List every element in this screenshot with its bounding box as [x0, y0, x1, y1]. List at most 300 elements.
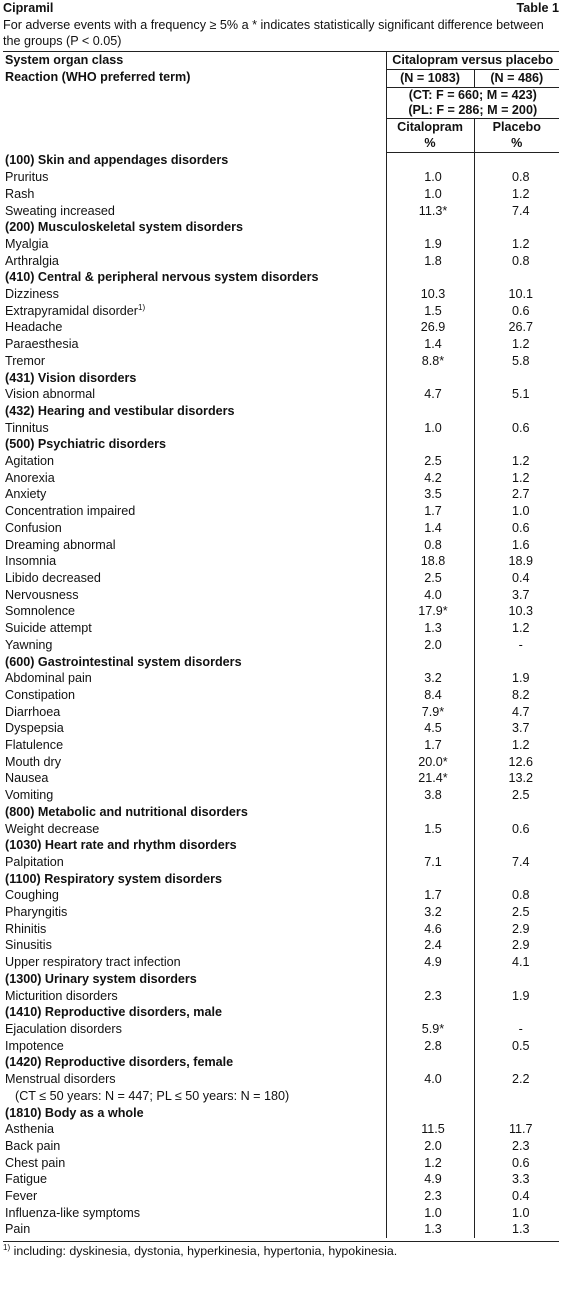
placebo-value: 5.8 — [474, 353, 559, 370]
placebo-value — [474, 370, 559, 387]
row-label-text: Myalgia — [5, 236, 49, 251]
placebo-value: 1.2 — [474, 737, 559, 754]
citalopram-value: 4.9 — [386, 1171, 474, 1188]
placebo-value — [474, 971, 559, 988]
table-row — [3, 253, 559, 270]
placebo-value: 1.0 — [474, 503, 559, 520]
citalopram-value: 1.8 — [386, 253, 474, 270]
section-row — [3, 370, 559, 387]
row-label-text: Headache — [5, 320, 63, 335]
reaction-label — [3, 1221, 386, 1238]
row-label-text: Dreaming abnormal — [5, 537, 116, 552]
placebo-value: 0.6 — [474, 821, 559, 838]
header-placebo-label: Placebo — [492, 119, 541, 134]
row-label-text: Rash — [5, 186, 35, 201]
citalopram-value: 2.3 — [386, 988, 474, 1005]
row-label-text: (1410) Reproductive disorders, male — [5, 1005, 222, 1020]
row-label-text: Pain — [5, 1222, 31, 1237]
table-row — [3, 603, 559, 620]
reaction-label — [3, 1021, 386, 1038]
placebo-value: 0.4 — [474, 1188, 559, 1205]
reaction-label — [3, 1171, 386, 1188]
placebo-value: - — [474, 637, 559, 654]
row-label-text: (600) Gastrointestinal system disorders — [5, 654, 242, 669]
table-row — [3, 754, 559, 771]
table-row — [3, 286, 559, 303]
reaction-label — [3, 670, 386, 687]
row-label-text: Back pain — [5, 1138, 61, 1153]
reaction-label — [3, 453, 386, 470]
placebo-value: 1.2 — [474, 236, 559, 253]
row-label-text: Weight decrease — [5, 821, 100, 836]
reaction-label — [3, 553, 386, 570]
table-row — [3, 1121, 559, 1138]
citalopram-value: 4.2 — [386, 470, 474, 487]
citalopram-value: 7.9* — [386, 704, 474, 721]
citalopram-value: 1.9 — [386, 236, 474, 253]
table-row — [3, 570, 559, 587]
table-row — [3, 453, 559, 470]
section-label — [3, 152, 386, 169]
citalopram-value: 2.0 — [386, 1138, 474, 1155]
row-label-text: Micturition disorders — [5, 988, 118, 1003]
row-label-text: Libido decreased — [5, 571, 101, 585]
citalopram-value — [386, 871, 474, 888]
table-row — [3, 787, 559, 804]
reaction-label — [3, 319, 386, 336]
table-row — [3, 620, 559, 637]
header-group: Citalopram versus placebo — [386, 52, 559, 70]
placebo-value: 1.2 — [474, 620, 559, 637]
row-label-text: Pharyngitis — [5, 905, 68, 920]
placebo-value: 4.1 — [474, 954, 559, 971]
section-label — [3, 1004, 386, 1021]
row-label-text: Somnolence — [5, 604, 76, 619]
citalopram-value: 0.8 — [386, 537, 474, 554]
reaction-label — [3, 186, 386, 203]
citalopram-value: 20.0* — [386, 754, 474, 771]
row-label-text: Palpitation — [5, 854, 64, 869]
adverse-events-table — [3, 51, 559, 1238]
section-label — [3, 269, 386, 286]
reaction-label — [3, 203, 386, 220]
citalopram-value — [386, 152, 474, 169]
citalopram-value: 3.2 — [386, 904, 474, 921]
table-header — [3, 52, 559, 153]
reaction-label — [3, 169, 386, 186]
placebo-value: 1.9 — [474, 670, 559, 687]
row-label-text: Sinusitis — [5, 938, 52, 953]
table-row — [3, 537, 559, 554]
row-label-text: Influenza-like symptoms — [5, 1205, 141, 1220]
table-row — [3, 553, 559, 570]
placebo-value: 1.2 — [474, 336, 559, 353]
table-row — [3, 353, 559, 370]
row-label-text: (1420) Reproductive disorders, female — [5, 1055, 234, 1070]
section-row — [3, 837, 559, 854]
citalopram-value: 21.4* — [386, 770, 474, 787]
section-label — [3, 837, 386, 854]
reaction-label — [3, 854, 386, 871]
citalopram-value: 2.5 — [386, 453, 474, 470]
placebo-value: 1.2 — [474, 453, 559, 470]
placebo-value: 0.8 — [474, 887, 559, 904]
row-label-text: (1810) Body as a whole — [5, 1105, 144, 1120]
row-label-text: Flatulence — [5, 738, 64, 753]
table-row — [3, 169, 559, 186]
section-row — [3, 971, 559, 988]
citalopram-value: 2.8 — [386, 1038, 474, 1055]
citalopram-value: 11.5 — [386, 1121, 474, 1138]
placebo-value: 3.3 — [474, 1171, 559, 1188]
table-row — [3, 203, 559, 220]
row-label-text: Extrapyramidal disorder — [5, 303, 138, 318]
row-label-text: (431) Vision disorders — [5, 370, 137, 385]
row-label-text: Menstrual disorders — [5, 1072, 116, 1087]
row-label-text: Confusion — [5, 520, 62, 535]
citalopram-value — [386, 436, 474, 453]
placebo-value: 26.7 — [474, 319, 559, 336]
row-label-text: (410) Central & peripheral nervous system disorders — [5, 270, 319, 285]
citalopram-value: 2.4 — [386, 937, 474, 954]
row-label-text: Insomnia — [5, 554, 57, 569]
table-row — [3, 319, 559, 336]
placebo-value: 0.6 — [474, 520, 559, 537]
document-page — [3, 0, 559, 1260]
row-label-text: Agitation — [5, 454, 55, 469]
document-title: Cipramil — [3, 1, 54, 15]
placebo-value — [474, 436, 559, 453]
row-label-text: Impotence — [5, 1038, 64, 1053]
reaction-label — [3, 303, 386, 320]
placebo-value — [474, 1004, 559, 1021]
reaction-label — [3, 587, 386, 604]
reaction-label — [3, 1071, 386, 1088]
citalopram-value — [386, 370, 474, 387]
row-label-text: Yawning — [5, 637, 53, 652]
header-placebo — [474, 118, 559, 152]
citalopram-value — [386, 1088, 474, 1105]
reaction-label — [3, 336, 386, 353]
table-row — [3, 1221, 559, 1238]
table-row — [3, 1155, 559, 1172]
row-label-text: (CT ≤ 50 years: N = 447; PL ≤ 50 years: N = 180) — [15, 1088, 290, 1103]
header-citalopram-unit: % — [424, 136, 436, 151]
footnote-reference: 1) — [138, 302, 146, 312]
table-row — [3, 770, 559, 787]
placebo-value: 18.9 — [474, 553, 559, 570]
section-label — [3, 436, 386, 453]
row-label-text: Paraesthesia — [5, 337, 79, 352]
section-label — [3, 370, 386, 387]
placebo-value — [474, 1105, 559, 1122]
placebo-value: 4.7 — [474, 704, 559, 721]
reaction-label — [3, 988, 386, 1005]
citalopram-value: 1.0 — [386, 169, 474, 186]
section-label — [3, 1054, 386, 1071]
row-label-text: Upper respiratory tract infection — [5, 955, 181, 970]
section-label — [3, 403, 386, 420]
row-label-text: Tinnitus — [5, 420, 49, 435]
section-row — [3, 654, 559, 671]
table-row — [3, 336, 559, 353]
citalopram-value — [386, 837, 474, 854]
row-label-text: Dyspepsia — [5, 721, 64, 736]
table-row — [3, 937, 559, 954]
placebo-value: 3.7 — [474, 587, 559, 604]
reaction-label — [3, 637, 386, 654]
placebo-value: 0.6 — [474, 1155, 559, 1172]
reaction-label — [3, 1138, 386, 1155]
citalopram-value: 8.8* — [386, 353, 474, 370]
placebo-value: 1.2 — [474, 186, 559, 203]
placebo-value: 10.1 — [474, 286, 559, 303]
placebo-value: 1.0 — [474, 1205, 559, 1222]
placebo-value: 1.2 — [474, 470, 559, 487]
table-row — [3, 186, 559, 203]
citalopram-value: 26.9 — [386, 319, 474, 336]
placebo-value: 2.2 — [474, 1071, 559, 1088]
placebo-value — [474, 1054, 559, 1071]
reaction-label — [3, 537, 386, 554]
reaction-label — [3, 286, 386, 303]
table-row — [3, 236, 559, 253]
table-row — [3, 704, 559, 721]
citalopram-value: 4.6 — [386, 921, 474, 938]
table-row — [3, 637, 559, 654]
placebo-value: 1.3 — [474, 1221, 559, 1238]
table-row — [3, 1205, 559, 1222]
placebo-value: 1.6 — [474, 537, 559, 554]
placebo-value: 0.4 — [474, 570, 559, 587]
citalopram-value: 1.3 — [386, 1221, 474, 1238]
reaction-label — [3, 620, 386, 637]
section-row — [3, 152, 559, 169]
placebo-value — [474, 403, 559, 420]
placebo-value: 7.4 — [474, 203, 559, 220]
reaction-label — [3, 420, 386, 437]
table-row — [3, 988, 559, 1005]
reaction-label — [3, 787, 386, 804]
placebo-value: 0.8 — [474, 253, 559, 270]
table-row — [3, 921, 559, 938]
citalopram-value — [386, 1105, 474, 1122]
table-row — [3, 1188, 559, 1205]
placebo-value: 0.5 — [474, 1038, 559, 1055]
reaction-label — [3, 737, 386, 754]
citalopram-value: 1.3 — [386, 620, 474, 637]
citalopram-value: 1.2 — [386, 1155, 474, 1172]
citalopram-value: 4.5 — [386, 720, 474, 737]
table-row — [3, 720, 559, 737]
row-label-text: Vision abnormal — [5, 387, 96, 402]
row-label-text: Rhinitis — [5, 921, 47, 936]
table-row — [3, 887, 559, 904]
citalopram-value — [386, 804, 474, 821]
citalopram-value — [386, 403, 474, 420]
header-n-citalopram: (N = 1083) — [386, 69, 474, 87]
reaction-label — [3, 887, 386, 904]
citalopram-value: 1.7 — [386, 503, 474, 520]
table-row — [3, 737, 559, 754]
row-label-text: Fever — [5, 1189, 38, 1204]
placebo-value: 2.7 — [474, 486, 559, 503]
row-label-text: Mouth dry — [5, 754, 61, 769]
reaction-label — [3, 520, 386, 537]
citalopram-value: 1.4 — [386, 336, 474, 353]
placebo-value: 0.6 — [474, 420, 559, 437]
row-label-text: Dizziness — [5, 287, 59, 302]
row-label-text: Asthenia — [5, 1122, 55, 1137]
row-label-text: Arthralgia — [5, 253, 59, 268]
table-row — [3, 503, 559, 520]
row-label-text: Nausea — [5, 771, 49, 786]
reaction-label — [3, 1205, 386, 1222]
placebo-value: 1.9 — [474, 988, 559, 1005]
citalopram-value: 11.3* — [386, 203, 474, 220]
row-label-text: Fatigue — [5, 1172, 48, 1187]
row-label-text: Constipation — [5, 687, 76, 702]
placebo-value: 2.9 — [474, 937, 559, 954]
citalopram-value: 1.5 — [386, 303, 474, 320]
placebo-value — [474, 654, 559, 671]
citalopram-value: 4.0 — [386, 1071, 474, 1088]
table-row — [3, 954, 559, 971]
reaction-label — [3, 503, 386, 520]
placebo-value: 0.6 — [474, 303, 559, 320]
note-row — [3, 1088, 559, 1105]
citalopram-value: 4.0 — [386, 587, 474, 604]
section-row — [3, 436, 559, 453]
citalopram-value: 4.9 — [386, 954, 474, 971]
citalopram-value — [386, 654, 474, 671]
row-label-text: Anxiety — [5, 487, 47, 502]
citalopram-value: 1.7 — [386, 737, 474, 754]
section-label — [3, 871, 386, 888]
placebo-value: 5.1 — [474, 386, 559, 403]
header-citalopram-label: Citalopram — [397, 119, 463, 134]
row-label-text: Sweating increased — [5, 203, 115, 218]
section-label — [3, 804, 386, 821]
placebo-value: 13.2 — [474, 770, 559, 787]
header-placebo-unit: % — [511, 136, 523, 151]
citalopram-value: 2.5 — [386, 570, 474, 587]
citalopram-value: 2.0 — [386, 637, 474, 654]
row-label-text: Suicide attempt — [5, 621, 92, 636]
reaction-label — [3, 253, 386, 270]
reaction-label — [3, 754, 386, 771]
placebo-value: 12.6 — [474, 754, 559, 771]
table-row — [3, 821, 559, 838]
table-row — [3, 520, 559, 537]
placebo-value: 0.8 — [474, 169, 559, 186]
reaction-label — [3, 704, 386, 721]
placebo-value — [474, 871, 559, 888]
footnote-text: including: dyskinesia, dystonia, hyperkinesia, hypertonia, hypokinesia. — [10, 1244, 398, 1259]
placebo-value: 11.7 — [474, 1121, 559, 1138]
citalopram-value — [386, 219, 474, 236]
table-row — [3, 420, 559, 437]
citalopram-value: 8.4 — [386, 687, 474, 704]
placebo-value: 8.2 — [474, 687, 559, 704]
citalopram-value: 1.0 — [386, 186, 474, 203]
section-label — [3, 654, 386, 671]
placebo-value — [474, 219, 559, 236]
reaction-label — [3, 937, 386, 954]
table-row — [3, 1171, 559, 1188]
row-label-text: Ejaculation disorders — [5, 1021, 122, 1036]
row-label-text: Pruritus — [5, 170, 49, 185]
placebo-value — [474, 152, 559, 169]
table-body — [3, 152, 559, 1238]
row-label-text: (1100) Respiratory system disorders — [5, 871, 222, 886]
header-col1-line1: System organ class — [5, 53, 124, 68]
table-row — [3, 854, 559, 871]
citalopram-value: 18.8 — [386, 553, 474, 570]
placebo-value — [474, 269, 559, 286]
citalopram-value: 17.9* — [386, 603, 474, 620]
reaction-label — [3, 770, 386, 787]
section-row — [3, 1105, 559, 1122]
row-label-text: (500) Psychiatric disorders — [5, 437, 166, 452]
table-row — [3, 904, 559, 921]
reaction-label — [3, 1088, 386, 1105]
table-row — [3, 670, 559, 687]
table-row — [3, 1021, 559, 1038]
section-label — [3, 219, 386, 236]
reaction-label — [3, 1121, 386, 1138]
row-label-text: Chest pain — [5, 1155, 66, 1170]
row-label-text: (432) Hearing and vestibular disorders — [5, 403, 235, 418]
section-row — [3, 871, 559, 888]
table-row — [3, 486, 559, 503]
reaction-label — [3, 386, 386, 403]
section-row — [3, 219, 559, 236]
header-citalopram — [386, 118, 474, 152]
citalopram-value: 10.3 — [386, 286, 474, 303]
section-row — [3, 804, 559, 821]
citalopram-value: 1.7 — [386, 887, 474, 904]
row-label-text: Coughing — [5, 888, 59, 903]
citalopram-value: 1.5 — [386, 821, 474, 838]
placebo-value: 10.3 — [474, 603, 559, 620]
row-label-text: Abdominal pain — [5, 671, 92, 686]
header-sex-ct: (CT: F = 660; M = 423) — [408, 87, 537, 102]
reaction-label — [3, 470, 386, 487]
header-sex-pl: (PL: F = 286; M = 200) — [408, 102, 538, 117]
citalopram-value — [386, 1054, 474, 1071]
placebo-value — [474, 837, 559, 854]
row-label-text: Nervousness — [5, 587, 79, 602]
placebo-value: 2.5 — [474, 904, 559, 921]
header-sex-split — [386, 87, 559, 118]
row-label-text: Vomiting — [5, 788, 54, 803]
section-row — [3, 269, 559, 286]
row-label-text: (100) Skin and appendages disorders — [5, 153, 229, 168]
table-row — [3, 1071, 559, 1088]
citalopram-value: 1.0 — [386, 420, 474, 437]
reaction-label — [3, 353, 386, 370]
table-row — [3, 1138, 559, 1155]
reaction-label — [3, 687, 386, 704]
citalopram-value: 3.2 — [386, 670, 474, 687]
header-system-organ-class — [3, 52, 386, 153]
row-label-text: Concentration impaired — [5, 504, 136, 519]
row-label-text: Tremor — [5, 353, 46, 368]
reaction-label — [3, 921, 386, 938]
table-row — [3, 386, 559, 403]
row-label-text: Anorexia — [5, 470, 55, 485]
